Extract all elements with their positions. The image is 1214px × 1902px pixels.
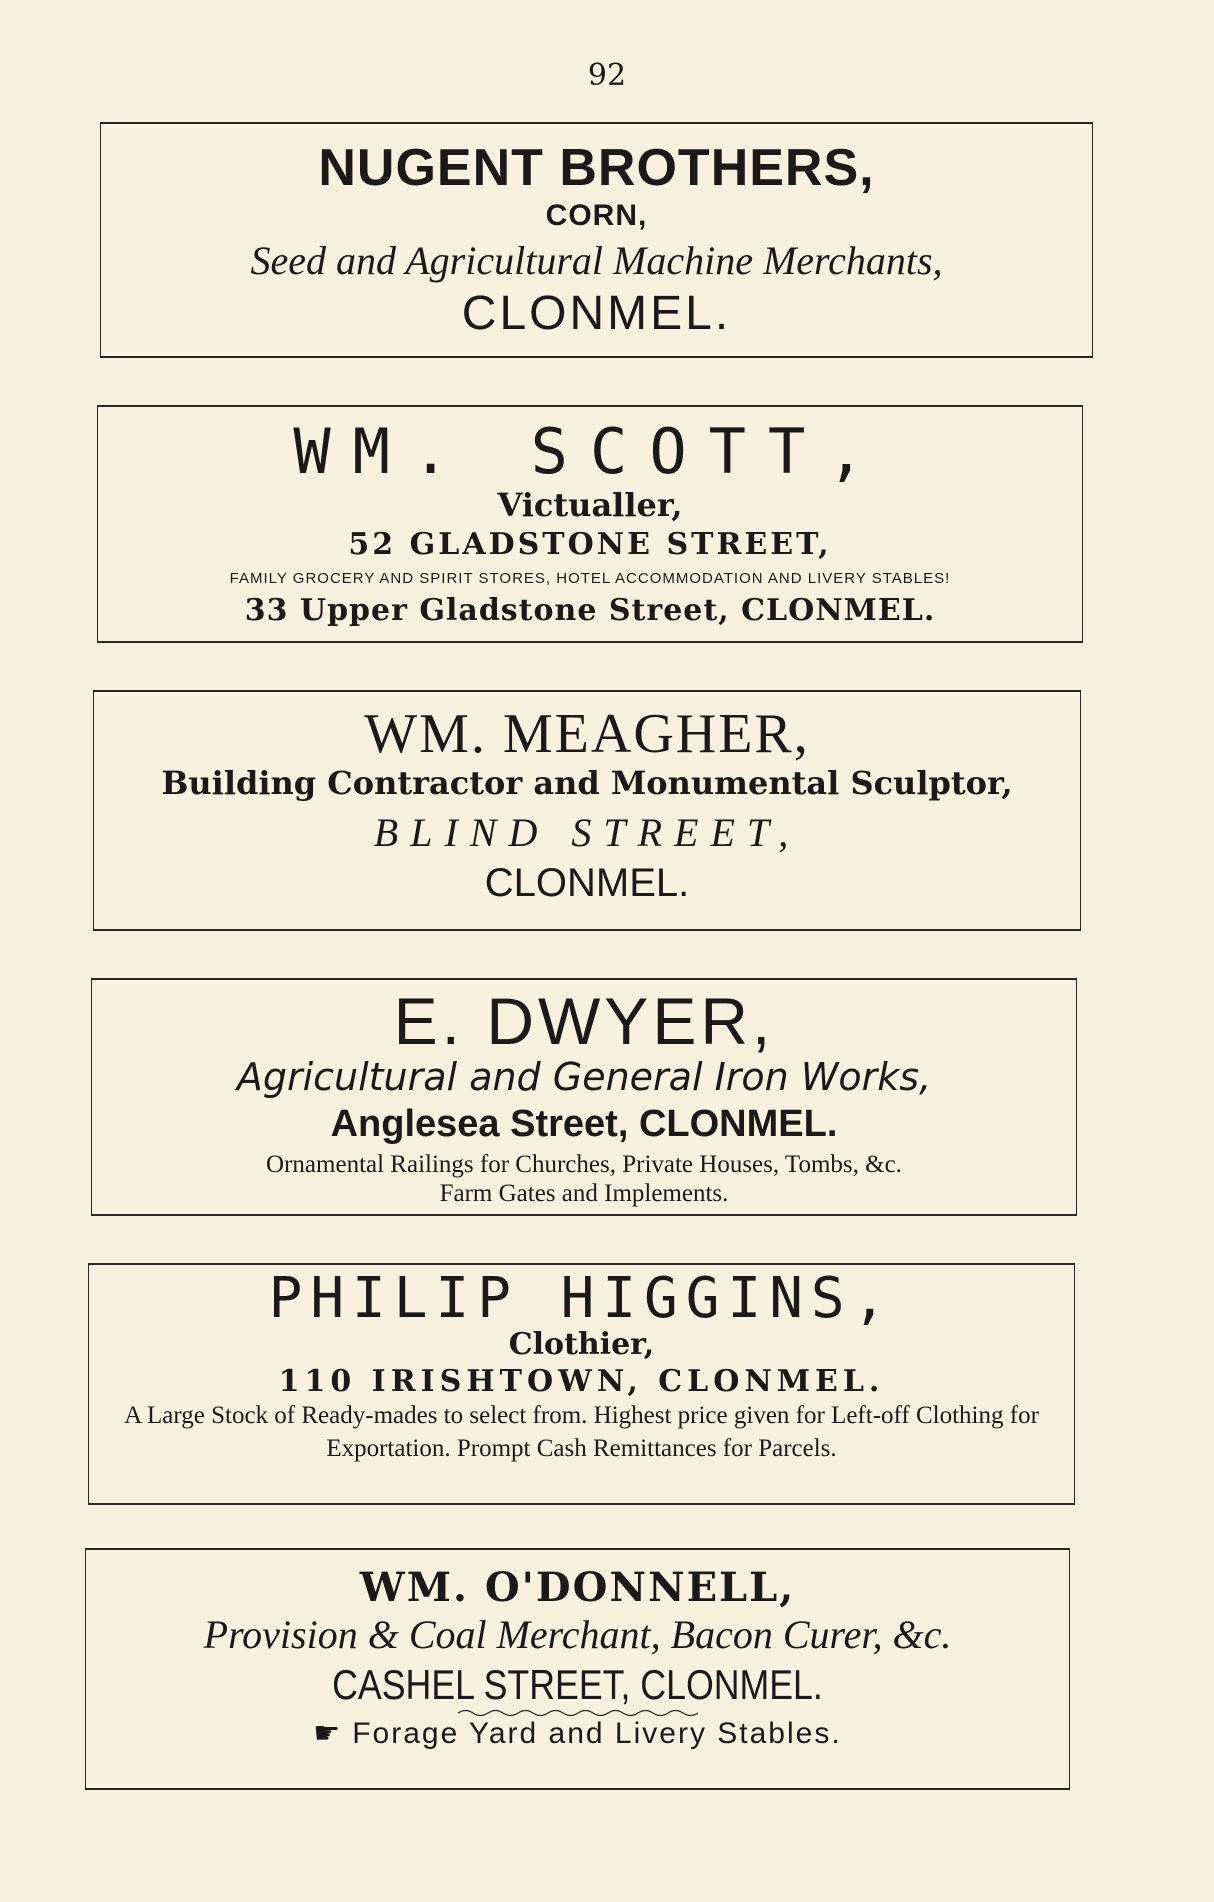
advert-role: Clothier, — [508, 1327, 655, 1363]
pointing-hand-icon: ☛ — [313, 1716, 343, 1750]
advert-stables — [86, 1718, 1069, 1750]
advert-works: Agricultural and General Iron Works, — [236, 1055, 932, 1100]
advert-title: NUGENT BROTHERS, — [318, 139, 875, 197]
advert-title: WM. O'DONNELL, — [359, 1564, 796, 1611]
page-number: 92 — [587, 58, 627, 93]
advert-stables-text: Forage Yard and Livery Stables. — [352, 1716, 842, 1750]
advert-title: E. DWYER, — [393, 984, 775, 1058]
advert-philip-higgins — [88, 1263, 1075, 1505]
advert-wm-odonnell — [85, 1548, 1070, 1790]
advert-note: A Large Stock of Ready-mades to select from. Highest price given for Left-off Clothing for Exportation. Prompt Cash Remittances for Parcels. — [124, 1402, 1039, 1462]
advert-description: Provision & Coal Merchant, Bacon Curer, &c. — [203, 1612, 952, 1658]
advert-role: Building Contractor and Monumental Sculptor, — [161, 764, 1013, 803]
advert-wm-scott — [97, 405, 1083, 643]
advert-address: 52 GLADSTONE STREET, — [348, 526, 832, 562]
advert-town: CLONMEL. — [484, 861, 690, 906]
advert-note: Ornamental Railings for Churches, Private Houses, Tombs, &c. — [266, 1151, 902, 1179]
advert-role: Victualler, — [497, 485, 683, 524]
advert-description: Seed and Agricultural Machine Merchants, — [250, 237, 943, 283]
advert-wm-meagher — [93, 690, 1081, 931]
advert-title: PHILIP HIGGINS, — [268, 1266, 895, 1331]
advert-e-dwyer — [91, 978, 1077, 1216]
advert-services: FAMILY GROCERY AND SPIRIT STORES, HOTEL ACCOMMODATION AND LIVERY STABLES! — [229, 569, 951, 587]
advert-town: CLONMEL. — [461, 286, 732, 340]
advert-address: 110 IRISHTOWN, CLONMEL. — [278, 1363, 885, 1399]
advert-title: WM. MEAGHER, — [364, 703, 810, 765]
advert-address-secondary: 33 Upper Gladstone Street, CLONMEL. — [244, 593, 936, 629]
advert-trade: CORN, — [545, 199, 648, 233]
advert-nugent-brothers — [100, 122, 1093, 358]
advert-street: BLIND STREET, — [373, 810, 801, 856]
advert-title: WM. SCOTT, — [293, 415, 887, 488]
advert-address: CASHEL STREET, CLONMEL. — [332, 1661, 823, 1709]
advert-address: Anglesea Street, CLONMEL. — [330, 1103, 838, 1146]
advert-note-secondary: Farm Gates and Implements. — [439, 1180, 729, 1208]
